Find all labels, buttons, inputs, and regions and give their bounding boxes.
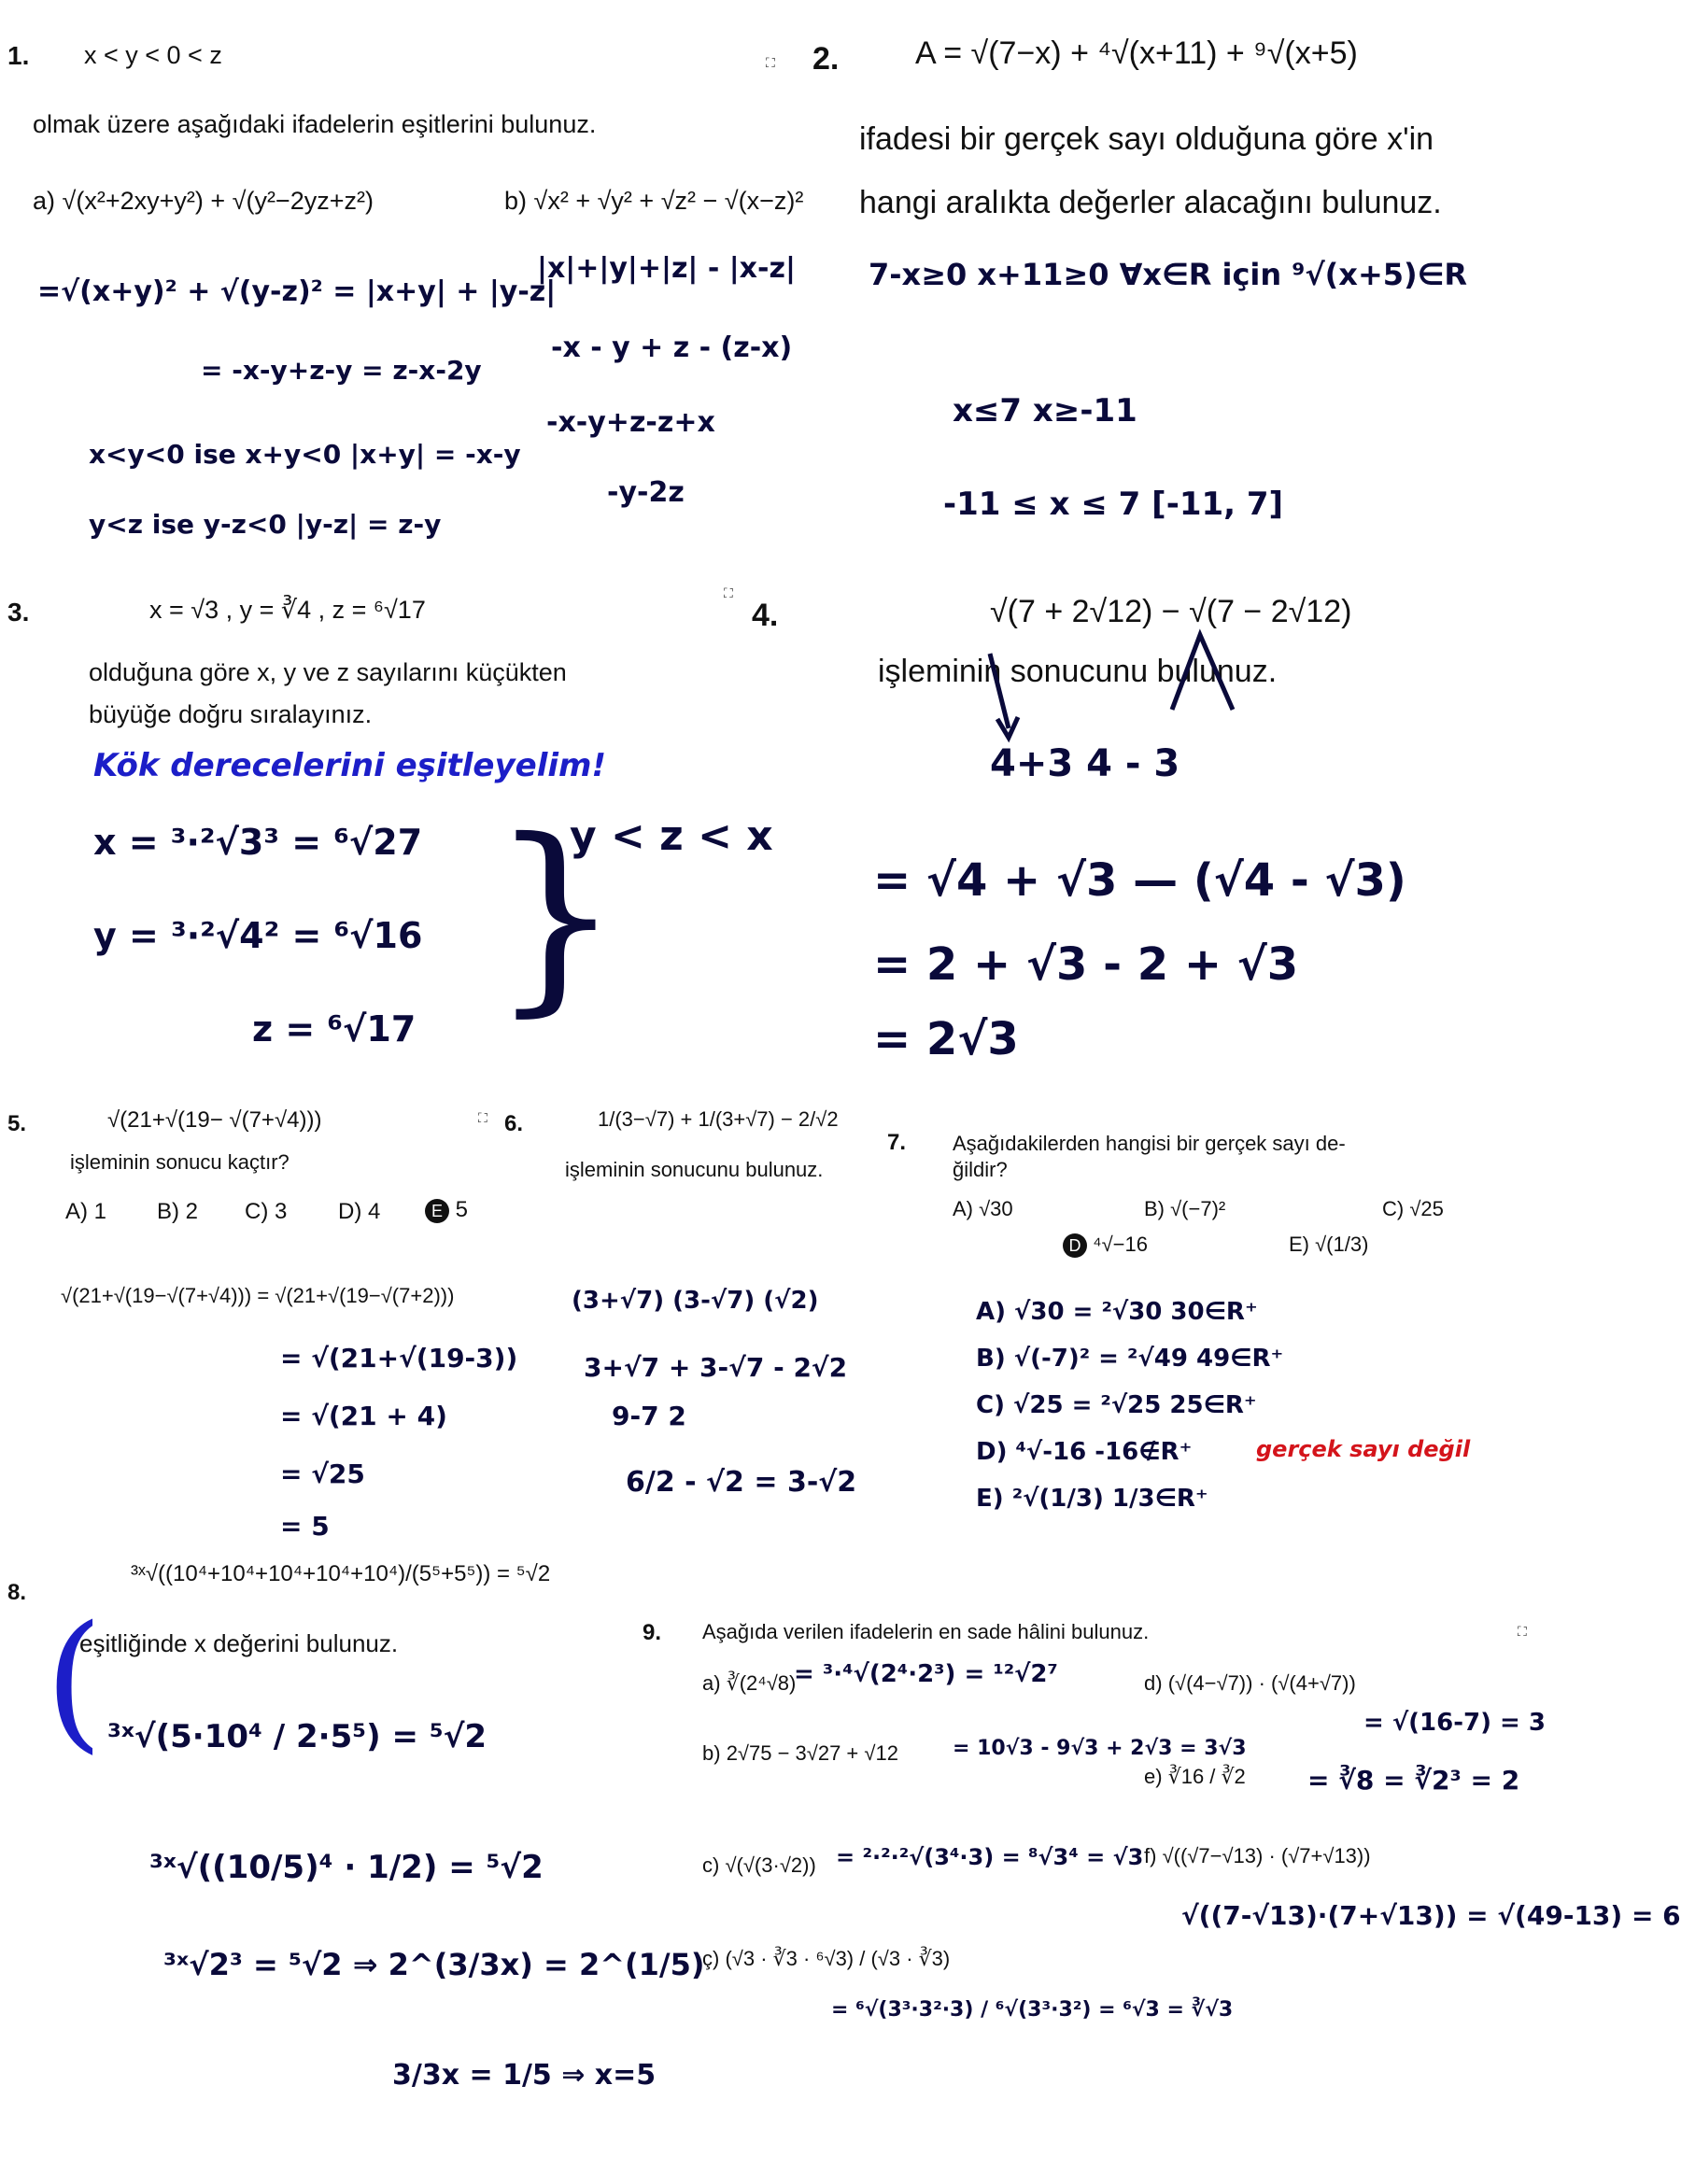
q7-choice-d-value: ⁴√−16 [1093,1233,1148,1256]
q1-part-a-expr: √(x²+2xy+y²) + √(y²−2yz+z²) [62,187,374,215]
q2-expr: A = √(7−x) + ⁴√(x+11) + ⁹√(x+5) [915,35,1358,71]
q1-work-a-line: =√(x+y)² + √(y-z)² = |x+y| + |y-z| [37,275,557,308]
q5-work-line: = √(21+√(19-3)) [280,1343,518,1374]
q9-b-label: b) [702,1741,721,1765]
q8-prompt: eşitliğinde x değerini bulunuz. [79,1629,399,1657]
q9-d-label: d) [1144,1671,1163,1695]
q7-work-line: B) √(-7)² = ²√49 49∈R⁺ [976,1345,1284,1373]
q9-b-work: = 10√3 - 9√3 + 2√3 = 3√3 [953,1737,1247,1760]
q9-cc-expr: (√3 · ∛3 · ⁶√3) / (√3 · ∛3) [725,1947,951,1970]
q9-e-work: = ∛8 = ∛2³ = 2 [1307,1765,1520,1796]
q8-number: 8. [7,1580,27,1605]
q7-prompt-line2: ğildir? [953,1158,1008,1181]
q8-work-line: ³ˣ√(5·10⁴ / 2·5⁵) = ⁵√2 [107,1718,487,1755]
q9-a-expr: ∛(2⁴√8) [726,1671,797,1695]
q1-part-b-label: b) [504,187,528,215]
q9-a [702,1671,796,1696]
q3-prompt-line2: büyüğe doğru sıralayınız. [89,700,373,728]
q9-f [1144,1844,1371,1868]
q9-f-label: f) [1144,1844,1157,1867]
q3-work-line: y = ³·²√4² = ⁶√16 [93,915,423,956]
q5-choice-a[interactable]: A) 1 [65,1199,107,1224]
q5-work-line: = √25 [280,1458,365,1489]
q5-choice-e[interactable] [425,1197,468,1223]
q7-red-note: gerçek sayı değil [1256,1436,1471,1462]
q4-work-line: = 2√3 [873,1013,1019,1065]
q9-f-expr: √((√7−√13) · (√7+√13)) [1162,1844,1371,1867]
q6-work-line: 3+√7 + 3-√7 - 2√2 [584,1352,848,1383]
q4-number: 4. [752,598,779,633]
q2-prompt-line2: hangi aralıkta değerler alacağını bulunuz. [859,185,1442,220]
q3-prompt-line1: olduğuna göre x, y ve z sayılarını küçükten [89,658,567,686]
q8-work-line: ³ˣ√2³ = ⁵√2 ⇒ 2^(3/3x) = 2^(1/5) [163,1947,705,1982]
q9-f-work: √((7-√13)·(7+√13)) = √(49-13) = 6 [1181,1900,1681,1931]
q7-choice-c[interactable]: C) √25 [1382,1197,1444,1220]
q4-prompt: işleminin sonucunu bulunuz. [878,654,1278,689]
q4-work-line: = √4 + √3 — (√4 - √3) [873,854,1406,907]
expand-marker-icon: ⛶ [478,1111,487,1126]
q5-number: 5. [7,1111,27,1136]
q9-e-label: e) [1144,1765,1163,1788]
q1-work-b-line: -x-y+z-z+x [546,406,715,439]
q5-work-line: √(21+√(19−√(7+√4))) = √(21+√(19−√(7+2))) [61,1284,455,1307]
q3-work-line: x = ³·²√3³ = ⁶√27 [93,822,423,863]
q9-d [1144,1671,1356,1696]
q5-choice-b[interactable]: B) 2 [157,1199,199,1224]
q7-choice-d-marked: D [1063,1233,1087,1258]
q7-work-line: D) ⁴√-16 -16∉R⁺ [976,1438,1193,1466]
q8-expr: ³ˣ√((10⁴+10⁴+10⁴+10⁴+10⁴)/(5⁵+5⁵)) = ⁵√2 [131,1561,551,1586]
q5-work-line: = √(21 + 4) [280,1401,447,1431]
expand-marker-icon: ⛶ [724,586,733,601]
q5-expr: √(21+√(19− √(7+√4))) [107,1107,322,1133]
q1-part-a-label: a) [33,187,56,215]
q1-condition: x < y < 0 < z [84,41,222,69]
q7-choice-d[interactable] [1063,1233,1148,1258]
q5-choice-d[interactable]: D) 4 [338,1199,381,1224]
expand-marker-icon: ⛶ [766,56,775,71]
q7-work-line: C) √25 = ²√25 25∈R⁺ [976,1391,1257,1419]
q3-expr: x = √3 , y = ∛4 , z = ⁶√17 [149,596,426,624]
q7-choice-a[interactable]: A) √30 [953,1197,1013,1220]
q7-work-line: E) ²√(1/3) 1/3∈R⁺ [976,1485,1208,1513]
q2-work-line: -11 ≤ x ≤ 7 [-11, 7] [943,486,1284,523]
q9-a-work: = ³·⁴√(2⁴·2³) = ¹²√2⁷ [794,1660,1058,1688]
q6-expr: 1/(3−√7) + 1/(3+√7) − 2/√2 [598,1107,839,1131]
q9-e [1144,1765,1246,1789]
q6-number: 6. [504,1111,524,1136]
q6-work-line: 9-7 2 [612,1401,686,1431]
q6-prompt: işleminin sonucunu bulunuz. [565,1158,824,1181]
q3-work-title: Kök derecelerini eşitleyelim! [93,747,606,784]
q3-work-line: z = ⁶√17 [252,1008,417,1050]
q5-choice-e-marked: E [425,1199,449,1223]
q9-d-expr: (√(4−√7)) · (√(4+√7)) [1167,1671,1356,1695]
q1-work-a-line: = -x-y+z-y = z-x-2y [201,355,482,386]
q5-choice-e-value: 5 [455,1197,469,1222]
q9-c-label: c) [702,1853,720,1877]
q8-bracket: ( [45,1593,104,1768]
q8-work-line: 3/3x = 1/5 ⇒ x=5 [392,2059,657,2092]
q9-a-label: a) [702,1671,721,1695]
q4-expr: √(7 + 2√12) − √(7 − 2√12) [990,594,1352,629]
q6-work-line: (3+√7) (3-√7) (√2) [572,1287,819,1315]
q9-b-expr: 2√75 − 3√27 + √12 [726,1741,898,1765]
q9-cc-work: = ⁶√(3³·3²·3) / ⁶√(3³·3²) = ⁶√3 = ∛√3 [831,1998,1234,2022]
q1-prompt: olmak üzere aşağıdaki ifadelerin eşitlerini bulunuz. [33,110,597,138]
q1-work-b-line: -x - y + z - (z-x) [551,331,793,364]
q9-b [702,1741,898,1766]
q1-part-b-expr: √x² + √y² + √z² − √(x−z)² [533,187,804,215]
q9-c-expr: √(√(3·√2)) [725,1853,816,1877]
q3-number: 3. [7,598,30,627]
q8-work-line: ³ˣ√((10/5)⁴ · 1/2) = ⁵√2 [149,1849,544,1886]
q1-number: 1. [7,41,30,70]
q9-e-expr: ∛16 / ∛2 [1167,1765,1246,1788]
q6-work-line: 6/2 - √2 = 3-√2 [626,1466,857,1499]
expand-marker-icon: ⛶ [1518,1625,1527,1640]
q2-prompt-line1: ifadesi bir gerçek sayı olduğuna göre x'in [859,121,1434,157]
q7-number: 7. [887,1130,907,1155]
q1-work-a-line: x<y<0 ise x+y<0 |x+y| = -x-y [89,439,521,470]
q7-prompt-line1: Aşağıdakilerden hangisi bir gerçek sayı de- [953,1132,1346,1155]
q5-prompt: işleminin sonucu kaçtır? [70,1150,290,1174]
q9-cc-label: ç) [702,1947,720,1970]
q2-work-line: 7-x≥0 x+11≥0 ∀x∈R için ⁹√(x+5)∈R [869,257,1467,292]
q9-cc [702,1947,950,1971]
q2-number: 2. [812,41,840,77]
q3-brace: } [490,796,621,1035]
q1-work-b-line: |x|+|y|+|z| - |x-z| [537,252,796,285]
q9-d-work: = √(16-7) = 3 [1363,1709,1546,1737]
q9-prompt: Aşağıda verilen ifadelerin en sade hâlini bulunuz. [702,1620,1150,1643]
q7-choice-b[interactable]: B) √(−7)² [1144,1197,1226,1220]
q3-answer: y < z < x [570,812,773,860]
q1-part-b [504,187,803,216]
q4-work-line: 4+3 4 - 3 [990,742,1180,785]
q9-c [702,1853,816,1878]
q4-work-line: = 2 + √3 - 2 + √3 [873,938,1299,991]
q9-number: 9. [643,1620,662,1645]
q1-work-b-line: -y-2z [607,476,685,509]
q7-work-line: A) √30 = ²√30 30∈R⁺ [976,1298,1258,1326]
q5-work-line: = 5 [280,1511,330,1542]
q5-choice-c[interactable]: C) 3 [245,1199,288,1224]
q1-work-a-line: y<z ise y-z<0 |y-z| = z-y [89,509,442,540]
q7-choice-e[interactable]: E) √(1/3) [1289,1233,1369,1256]
q9-c-work: = ²·²·²√(3⁴·3) = ⁸√3⁴ = √3 [836,1844,1144,1870]
q1-part-a [33,187,374,216]
q2-work-line: x≤7 x≥-11 [953,392,1137,430]
